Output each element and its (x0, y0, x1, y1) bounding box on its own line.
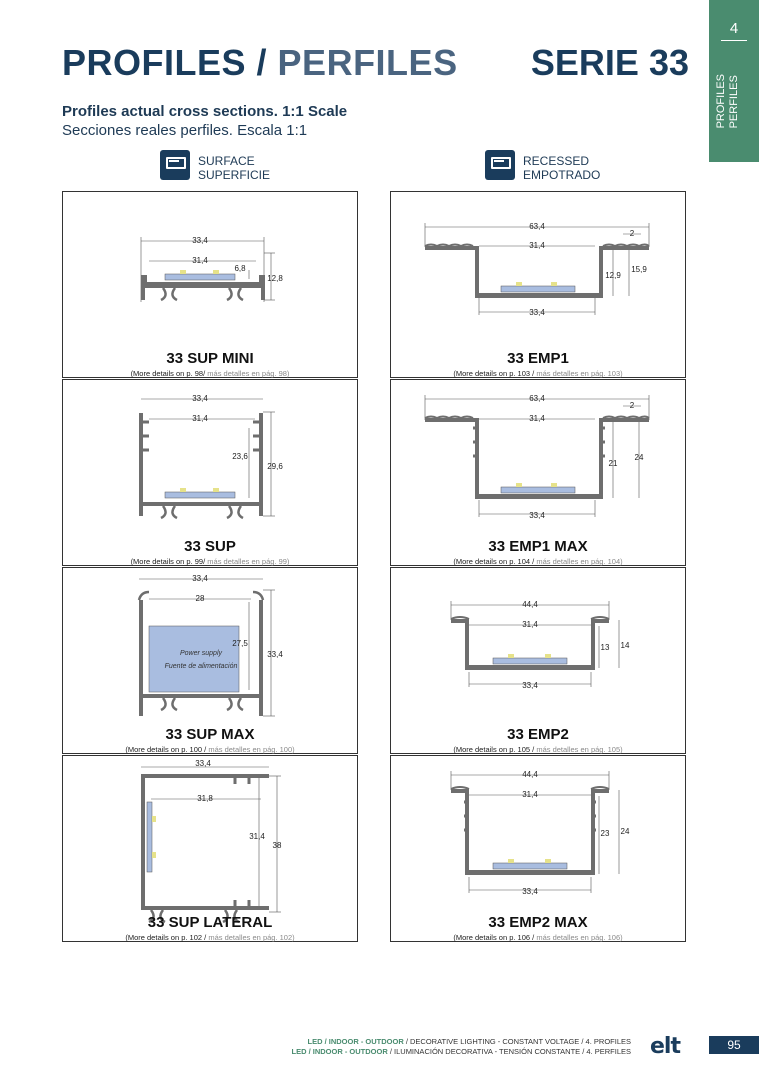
surface-mount-icon (160, 150, 190, 180)
dim-label: 23 (600, 829, 610, 838)
dim-label: 31,4 (529, 414, 545, 423)
dim-label: 31,4 (192, 256, 208, 265)
dim-label: 13 (600, 643, 610, 652)
dim-label: 31,4 (529, 241, 545, 250)
footer-breadcrumb-es: LED / INDOOR - OUTDOOR / ILUMINACIÓN DECORATIVA - TENSIÓN CONSTANTE / 4. PERFILES (291, 1047, 631, 1056)
profile-card[interactable] (62, 191, 358, 378)
profile-name: 33 SUP (184, 538, 236, 555)
profile-card[interactable] (390, 379, 686, 566)
dim-label: 31,4 (192, 414, 208, 423)
dim-label: 33,4 (529, 511, 545, 520)
profile-card[interactable] (390, 567, 686, 754)
dim-label: 24 (620, 827, 630, 836)
profile-note[interactable]: (More details on p. 100 / más detalles en pág. 100) (125, 745, 295, 754)
dim-label: 31,4 (522, 620, 538, 629)
page-title: PROFILES / PERFILES (62, 42, 458, 83)
profile-name: 33 SUP LATERAL (147, 914, 273, 931)
profile-note[interactable]: (More details on p. 99/ más detalles en pág. 99) (130, 557, 290, 566)
dim-label: 33,4 (522, 887, 538, 896)
dim-label: 29,6 (267, 462, 283, 471)
tab-divider (721, 40, 747, 41)
section-number: 4 (729, 20, 739, 37)
page-number: 95 (709, 1036, 759, 1054)
footer-breadcrumb-en: LED / INDOOR - OUTDOOR / DECORATIVE LIGHTING - CONSTANT VOLTAGE / 4. PROFILES (307, 1037, 631, 1046)
profile-name: 33 EMP1 (507, 350, 569, 367)
dim-label: 2 (629, 401, 635, 410)
dim-label: 33,4 (195, 759, 211, 768)
dim-label: 31,8 (197, 794, 213, 803)
dim-label: 44,4 (522, 600, 538, 609)
profile-name: 33 SUP MINI (166, 350, 254, 367)
dim-label: 31,4 (522, 790, 538, 799)
profile-note[interactable]: (More details on p. 106 / más detalles en pág. 106) (453, 933, 623, 942)
dim-label: 33,4 (529, 308, 545, 317)
dim-label: 24 (634, 453, 644, 462)
profile-name: 33 EMP2 (507, 726, 569, 743)
dim-label: 33,4 (192, 236, 208, 245)
surface-label-es: SUPERFICIE (198, 168, 271, 182)
profile-note[interactable]: (More details on p. 102 / más detalles en pág. 102) (125, 933, 295, 942)
surface-label-en: SURFACE (198, 154, 255, 168)
dim-label: 31,4 (249, 832, 265, 841)
dim-label: 14 (620, 641, 630, 650)
profile-note[interactable]: (More details on p. 104 / más detalles en pág. 104) (453, 557, 623, 566)
section-label: PROFILES PERFILES (715, 73, 740, 128)
dim-label: 2 (629, 229, 635, 238)
section-tab[interactable] (709, 0, 759, 162)
dim-label: 12,9 (605, 271, 621, 280)
profile-name: 33 SUP MAX (165, 726, 255, 743)
power-supply-label-es: Fuente de alimentación (164, 663, 238, 670)
profile-card[interactable] (390, 191, 686, 378)
dim-label: 27,5 (232, 639, 248, 648)
recessed-label-en: RECESSED (523, 154, 590, 168)
dim-label: 12,8 (267, 274, 283, 283)
dim-label: 33,4 (522, 681, 538, 690)
dim-label: 63,4 (529, 394, 545, 403)
brand-logo: elt (650, 1034, 680, 1059)
subtitle-es: Secciones reales perfiles. Escala 1:1 (62, 122, 308, 139)
dim-label: 28 (195, 594, 205, 603)
profile-card[interactable] (62, 379, 358, 566)
profile-card[interactable] (390, 755, 686, 942)
profile-card[interactable] (62, 567, 358, 754)
dim-label: 33,4 (192, 394, 208, 403)
profile-card[interactable] (62, 755, 358, 942)
dim-label: 38 (272, 841, 282, 850)
serie-title: SERIE 33 (530, 42, 689, 83)
dim-label: 15,9 (631, 265, 647, 274)
profile-note[interactable]: (More details on p. 98/ más detalles en pág. 98) (130, 369, 290, 378)
dim-label: 33,4 (267, 650, 283, 659)
recessed-mount-icon (485, 150, 515, 180)
power-supply-label: Power supply (179, 650, 223, 657)
profile-name: 33 EMP2 MAX (488, 914, 588, 931)
profile-name: 33 EMP1 MAX (488, 538, 588, 555)
subtitle-en: Profiles actual cross sections. 1:1 Scale (62, 103, 348, 120)
dim-label: 63,4 (529, 222, 545, 231)
dim-label: 33,4 (192, 574, 208, 583)
recessed-label-es: EMPOTRADO (523, 168, 601, 182)
profile-note[interactable]: (More details on p. 103 / más detalles en pág. 103) (453, 369, 623, 378)
dim-label: 44,4 (522, 770, 538, 779)
dim-label: 23,6 (232, 452, 248, 461)
profile-note[interactable]: (More details on p. 105 / más detalles en pág. 105) (453, 745, 623, 754)
dim-label: 6,8 (234, 264, 246, 273)
dim-label: 21 (608, 459, 618, 468)
